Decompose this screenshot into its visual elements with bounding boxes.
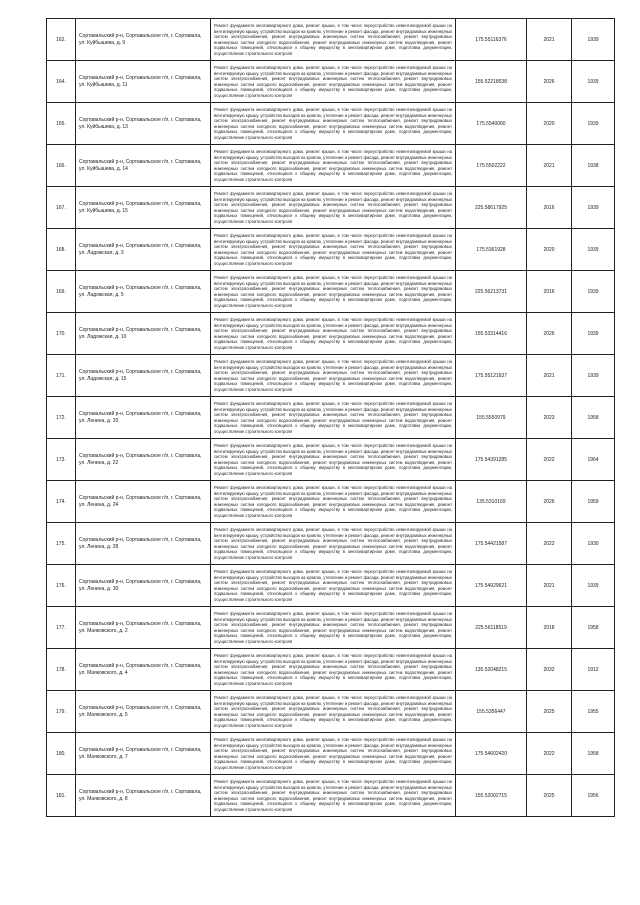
work-description-cell: Ремонт фундамента многоквартирного дома, ремонт крыши, в том числе переустройство невентилируемой крыши на вентилируемую крышу, устройство выходов на кровлю, утепление и ремонт фасада, ремонт внутридомовых инженерных систем электроснабжения, ремонт внутридомовых инженерных систем теплоснабжения, ремонт внутридомовых инженерных систем холодного водоснабжения, ремонт внутридомовых инженерных систем водоотведения, ремонт подвальных помещений, относящихся к общему имуществу в многоквартирном доме, подготовка документации, осуществление строительного контроля: [211, 481, 456, 523]
table-row: [47, 565, 615, 607]
build-year-cell: 1939: [572, 271, 615, 313]
build-year-cell: 1958: [572, 607, 615, 649]
work-description-cell: Ремонт фундамента многоквартирного дома, ремонт крыши, в том числе переустройство невентилируемой крыши на вентилируемую крышу, устройство выходов на кровлю, утепление и ремонт фасада, ремонт внутридомовых инженерных систем электроснабжения, ремонт внутридомовых инженерных систем теплоснабжения, ремонт внутридомовых инженерных систем холодного водоснабжения, ремонт внутридомовых инженерных систем водоотведения, ремонт подвальных помещений, относящихся к общему имуществу в многоквартирном доме, подготовка документации, осуществление строительного контроля: [211, 103, 456, 145]
table-row: [47, 19, 615, 61]
repair-year-cell: 2032: [527, 649, 572, 691]
row-number-cell: 172.: [47, 397, 76, 439]
row-number-cell: 181.: [47, 775, 76, 817]
cost-cell: 175.5502222: [456, 145, 527, 187]
table-row: [47, 691, 615, 733]
work-description-cell: Ремонт фундамента многоквартирного дома, ремонт крыши, в том числе переустройство невентилируемой крыши на вентилируемую крышу, устройство выходов на кровлю, утепление и ремонт фасада, ремонт внутридомовых инженерных систем электроснабжения, ремонт внутридомовых инженерных систем теплоснабжения, ремонт внутридомовых инженерных систем холодного водоснабжения, ремонт внутридомовых инженерных систем водоотведения, ремонт подвальных помещений, относящихся к общему имуществу в многоквартирном доме, подготовка документации, осуществление строительного контроля: [211, 733, 456, 775]
repair-year-cell: 2026: [527, 481, 572, 523]
table-row: [47, 313, 615, 355]
cost-cell: 175.54421587: [456, 523, 527, 565]
row-number-cell: 164.: [47, 61, 76, 103]
address-cell: Сортавальский р-н, Сортавальское г/п, г. Сортавала, ул. Маяковского, д. 7: [76, 733, 211, 775]
build-year-cell: 1912: [572, 649, 615, 691]
table-row: [47, 649, 615, 691]
address-cell: Сортавальский р-н, Сортавальское г/п, г. Сортавала, ул. Маяковского, д. 2: [76, 607, 211, 649]
address-cell: Сортавальский р-н, Сортавальское г/п, г. Сортавала, ул. Ленина, д. 22: [76, 439, 211, 481]
work-description-cell: Ремонт фундамента многоквартирного дома, ремонт крыши, в том числе переустройство невентилируемой крыши на вентилируемую крышу, устройство выходов на кровлю, утепление и ремонт фасада, ремонт внутридомовых инженерных систем электроснабжения, ремонт внутридомовых инженерных систем теплоснабжения, ремонт внутридомовых инженерных систем холодного водоснабжения, ремонт внутридомовых инженерных систем водоотведения, ремонт подвальных помещений, относящихся к общему имуществу в многоквартирном доме, подготовка документации, осуществление строительного контроля: [211, 145, 456, 187]
row-number-cell: 170.: [47, 313, 76, 355]
repair-year-cell: 2025: [527, 691, 572, 733]
table-row: [47, 775, 615, 817]
cost-cell: 225.58617925: [456, 187, 527, 229]
work-description-cell: Ремонт фундамента многоквартирного дома, ремонт крыши, в том числе переустройство невентилируемой крыши на вентилируемую крышу, устройство выходов на кровлю, утепление и ремонт фасада, ремонт внутридомовых инженерных систем электроснабжения, ремонт внутридомовых инженерных систем теплоснабжения, ремонт внутридомовых инженерных систем холодного водоснабжения, ремонт внутридомовых инженерных систем водоотведения, ремонт подвальных помещений, относящихся к общему имуществу в многоквартирном доме, подготовка документации, осуществление строительного контроля: [211, 61, 456, 103]
cost-cell: 155.5550979: [456, 397, 527, 439]
repair-year-cell: 2022: [527, 523, 572, 565]
cost-cell: 175.55121637: [456, 355, 527, 397]
repair-year-cell: 2021: [527, 145, 572, 187]
row-number-cell: 171.: [47, 355, 76, 397]
repair-year-cell: 2016: [527, 187, 572, 229]
cost-cell: 175.5540060: [456, 103, 527, 145]
build-year-cell: 1959: [572, 481, 615, 523]
build-year-cell: 1958: [572, 733, 615, 775]
cost-cell: 225.56118519: [456, 607, 527, 649]
row-number-cell: 173.: [47, 439, 76, 481]
build-year-cell: 1939: [572, 565, 615, 607]
address-cell: Сортавальский р-н, Сортавальское г/п, г. Сортавала, ул. Ладожская, д. 10: [76, 313, 211, 355]
address-cell: Сортавальский р-н, Сортавальское г/п, г. Сортавала, ул. Куйбышева, д. 9: [76, 19, 211, 61]
work-description-cell: Ремонт фундамента многоквартирного дома, ремонт крыши, в том числе переустройство невентилируемой крыши на вентилируемую крышу, устройство выходов на кровлю, утепление и ремонт фасада, ремонт внутридомовых инженерных систем электроснабжения, ремонт внутридомовых инженерных систем теплоснабжения, ремонт внутридомовых инженерных систем холодного водоснабжения, ремонт внутридомовых инженерных систем водоотведения, ремонт подвальных помещений, относящихся к общему имуществу в многоквартирном доме, подготовка документации, осуществление строительного контроля: [211, 397, 456, 439]
cost-cell: 135.5310169: [456, 481, 527, 523]
build-year-cell: 1956: [572, 775, 615, 817]
address-cell: Сортавальский р-н, Сортавальское г/п, г. Сортавала, ул. Ленина, д. 20: [76, 397, 211, 439]
table-row: [47, 229, 615, 271]
row-number-cell: 179.: [47, 691, 76, 733]
address-cell: Сортавальский р-н, Сортавальское г/п, г. Сортавала, ул. Ладожская, д. 5: [76, 271, 211, 313]
cost-cell: 155.52218538: [456, 61, 527, 103]
build-year-cell: 1939: [572, 61, 615, 103]
address-cell: Сортавальский р-н, Сортавальское г/п, г. Сортавала, ул. Ладожская, д. 15: [76, 355, 211, 397]
address-cell: Сортавальский р-н, Сортавальское г/п, г. Сортавала, ул. Ладожская, д. 3: [76, 229, 211, 271]
address-cell: Сортавальский р-н, Сортавальское г/п, г. Сортавала, ул. Маяковского, д. 4: [76, 649, 211, 691]
table-row: [47, 145, 615, 187]
row-number-cell: 166.: [47, 145, 76, 187]
row-number-cell: 177.: [47, 607, 76, 649]
work-description-cell: Ремонт фундамента многоквартирного дома, ремонт крыши, в том числе переустройство невентилируемой крыши на вентилируемую крышу, устройство выходов на кровлю, утепление и ремонт фасада, ремонт внутридомовых инженерных систем электроснабжения, ремонт внутридомовых инженерных систем теплоснабжения, ремонт внутридомовых инженерных систем холодного водоснабжения, ремонт внутридомовых инженерных систем водоотведения, ремонт подвальных помещений, относящихся к общему имуществу в многоквартирном доме, подготовка документации, осуществление строительного контроля: [211, 439, 456, 481]
cost-cell: 155.53314416: [456, 313, 527, 355]
work-description-cell: Ремонт фундамента многоквартирного дома, ремонт крыши, в том числе переустройство невентилируемой крыши на вентилируемую крышу, устройство выходов на кровлю, утепление и ремонт фасада, ремонт внутридомовых инженерных систем электроснабжения, ремонт внутридомовых инженерных систем теплоснабжения, ремонт внутридомовых инженерных систем холодного водоснабжения, ремонт внутридомовых инженерных систем водоотведения, ремонт подвальных помещений, относящихся к общему имуществу в многоквартирном доме, подготовка документации, осуществление строительного контроля: [211, 229, 456, 271]
work-description-cell: Ремонт фундамента многоквартирного дома, ремонт крыши, в том числе переустройство невентилируемой крыши на вентилируемую крышу, устройство выходов на кровлю, утепление и ремонт фасада, ремонт внутридомовых инженерных систем электроснабжения, ремонт внутридомовых инженерных систем теплоснабжения, ремонт внутридомовых инженерных систем холодного водоснабжения, ремонт внутридомовых инженерных систем водоотведения, ремонт подвальных помещений, относящихся к общему имуществу в многоквартирном доме, подготовка документации, осуществление строительного контроля: [211, 691, 456, 733]
address-cell: Сортавальский р-н, Сортавальское г/п, г. Сортавала, ул. Куйбышева, д. 14: [76, 145, 211, 187]
address-cell: Сортавальский р-н, Сортавальское г/п, г. Сортавала, ул. Ленина, д. 24: [76, 481, 211, 523]
work-description-cell: Ремонт фундамента многоквартирного дома, ремонт крыши, в том числе переустройство невентилируемой крыши на вентилируемую крышу, устройство выходов на кровлю, утепление и ремонт фасада, ремонт внутридомовых инженерных систем электроснабжения, ремонт внутридомовых инженерных систем теплоснабжения, ремонт внутридомовых инженерных систем холодного водоснабжения, ремонт внутридомовых инженерных систем водоотведения, ремонт подвальных помещений, относящихся к общему имуществу в многоквартирном доме, подготовка документации, осуществление строительного контроля: [211, 775, 456, 817]
address-cell: Сортавальский р-н, Сортавальское г/п, г. Сортавала, ул. Куйбышева, д. 11: [76, 61, 211, 103]
build-year-cell: 1939: [572, 187, 615, 229]
table-row: [47, 607, 615, 649]
work-description-cell: Ремонт фундамента многоквартирного дома, ремонт крыши, в том числе переустройство невентилируемой крыши на вентилируемую крышу, устройство выходов на кровлю, утепление и ремонт фасада, ремонт внутридомовых инженерных систем электроснабжения, ремонт внутридомовых инженерных систем теплоснабжения, ремонт внутридомовых инженерных систем холодного водоснабжения, ремонт внутридомовых инженерных систем водоотведения, ремонт подвальных помещений, относящихся к общему имуществу в многоквартирном доме, подготовка документации, осуществление строительного контроля: [211, 565, 456, 607]
repair-year-cell: 2021: [527, 355, 572, 397]
build-year-cell: 1938: [572, 145, 615, 187]
cost-cell: 175.5361928: [456, 229, 527, 271]
address-cell: Сортавальский р-н, Сортавальское г/п, г. Сортавала, ул. Ленина, д. 28: [76, 523, 211, 565]
repair-year-cell: 2016: [527, 271, 572, 313]
work-description-cell: Ремонт фундамента многоквартирного дома, ремонт крыши, в том числе переустройство невентилируемой крыши на вентилируемую крышу, устройство выходов на кровлю, утепление и ремонт фасада, ремонт внутридомовых инженерных систем электроснабжения, ремонт внутридомовых инженерных систем теплоснабжения, ремонт внутридомовых инженерных систем холодного водоснабжения, ремонт внутридомовых инженерных систем водоотведения, ремонт подвальных помещений, относящихся к общему имуществу в многоквартирном доме, подготовка документации, осуществление строительного контроля: [211, 649, 456, 691]
repair-year-cell: 2026: [527, 61, 572, 103]
cost-cell: 175.54602420: [456, 733, 527, 775]
repair-year-cell: 2022: [527, 439, 572, 481]
build-year-cell: 1955: [572, 691, 615, 733]
build-year-cell: 1939: [572, 313, 615, 355]
cost-cell: 175.54391285: [456, 439, 527, 481]
address-cell: Сортавальский р-н, Сортавальское г/п, г. Сортавала, ул. Маяковского, д. 8: [76, 775, 211, 817]
table-row: [47, 397, 615, 439]
repair-year-cell: 2023: [527, 397, 572, 439]
repair-year-cell: 2021: [527, 19, 572, 61]
address-cell: Сортавальский р-н, Сортавальское г/п, г. Сортавала, ул. Ленина, д. 30: [76, 565, 211, 607]
row-number-cell: 174.: [47, 481, 76, 523]
repair-year-cell: 2025: [527, 775, 572, 817]
table-row: [47, 271, 615, 313]
build-year-cell: 1964: [572, 439, 615, 481]
table-row: [47, 103, 615, 145]
address-cell: Сортавальский р-н, Сортавальское г/п, г. Сортавала, ул. Маяковского, д. 5: [76, 691, 211, 733]
work-description-cell: Ремонт фундамента многоквартирного дома, ремонт крыши, в том числе переустройство невентилируемой крыши на вентилируемую крышу, устройство выходов на кровлю, утепление и ремонт фасада, ремонт внутридомовых инженерных систем электроснабжения, ремонт внутридомовых инженерных систем теплоснабжения, ремонт внутридомовых инженерных систем холодного водоснабжения, ремонт внутридомовых инженерных систем водоотведения, ремонт подвальных помещений, относящихся к общему имуществу в многоквартирном доме, подготовка документации, осуществление строительного контроля: [211, 313, 456, 355]
row-number-cell: 165.: [47, 103, 76, 145]
work-description-cell: Ремонт фундамента многоквартирного дома, ремонт крыши, в том числе переустройство невентилируемой крыши на вентилируемую крышу, устройство выходов на кровлю, утепление и ремонт фасада, ремонт внутридомовых инженерных систем электроснабжения, ремонт внутридомовых инженерных систем теплоснабжения, ремонт внутридомовых инженерных систем холодного водоснабжения, ремонт внутридомовых инженерных систем водоотведения, ремонт подвальных помещений, относящихся к общему имуществу в многоквартирном доме, подготовка документации, осуществление строительного контроля: [211, 187, 456, 229]
repair-year-cell: 2020: [527, 229, 572, 271]
address-cell: Сортавальский р-н, Сортавальское г/п, г. Сортавала, ул. Куйбышева, д. 13: [76, 103, 211, 145]
row-number-cell: 175.: [47, 523, 76, 565]
cost-cell: 155.5356447: [456, 691, 527, 733]
work-description-cell: Ремонт фундамента многоквартирного дома, ремонт крыши, в том числе переустройство невентилируемой крыши на вентилируемую крышу, устройство выходов на кровлю, утепление и ремонт фасада, ремонт внутридомовых инженерных систем электроснабжения, ремонт внутридомовых инженерных систем теплоснабжения, ремонт внутридомовых инженерных систем холодного водоснабжения, ремонт внутридомовых инженерных систем водоотведения, ремонт подвальных помещений, относящихся к общему имуществу в многоквартирном доме, подготовка документации, осуществление строительного контроля: [211, 271, 456, 313]
cost-cell: 175.55116376: [456, 19, 527, 61]
row-number-cell: 162.: [47, 19, 76, 61]
table-row: [47, 61, 615, 103]
table-row: [47, 481, 615, 523]
row-number-cell: 167.: [47, 187, 76, 229]
table-row: [47, 355, 615, 397]
table-row: [47, 439, 615, 481]
table-row: [47, 523, 615, 565]
cost-cell: 225.56213731: [456, 271, 527, 313]
row-number-cell: 169.: [47, 271, 76, 313]
build-year-cell: 1958: [572, 397, 615, 439]
build-year-cell: 1939: [572, 19, 615, 61]
repair-year-cell: 2021: [527, 565, 572, 607]
repair-year-cell: 2022: [527, 733, 572, 775]
cost-cell: 175.54929621: [456, 565, 527, 607]
repair-year-cell: 2020: [527, 103, 572, 145]
build-year-cell: 1939: [572, 103, 615, 145]
work-description-cell: Ремонт фундамента многоквартирного дома, ремонт крыши, в том числе переустройство невентилируемой крыши на вентилируемую крышу, устройство выходов на кровлю, утепление и ремонт фасада, ремонт внутридомовых инженерных систем электроснабжения, ремонт внутридомовых инженерных систем теплоснабжения, ремонт внутридомовых инженерных систем холодного водоснабжения, ремонт внутридомовых инженерных систем водоотведения, ремонт подвальных помещений, относящихся к общему имуществу в многоквартирном доме, подготовка документации, осуществление строительного контроля: [211, 607, 456, 649]
cost-cell: 155.52002715: [456, 775, 527, 817]
table-body: [47, 19, 615, 817]
table-row: [47, 733, 615, 775]
row-number-cell: 180.: [47, 733, 76, 775]
repair-year-cell: 2026: [527, 313, 572, 355]
repair-year-cell: 2018: [527, 607, 572, 649]
build-year-cell: 1939: [572, 229, 615, 271]
capital-repair-table: [46, 18, 615, 817]
build-year-cell: 1930: [572, 523, 615, 565]
table-row: [47, 187, 615, 229]
work-description-cell: Ремонт фундамента многоквартирного дома, ремонт крыши, в том числе переустройство невентилируемой крыши на вентилируемую крышу, устройство выходов на кровлю, утепление и ремонт фасада, ремонт внутридомовых инженерных систем электроснабжения, ремонт внутридомовых инженерных систем теплоснабжения, ремонт внутридомовых инженерных систем холодного водоснабжения, ремонт внутридомовых инженерных систем водоотведения, ремонт подвальных помещений, относящихся к общему имуществу в многоквартирном доме, подготовка документации, осуществление строительного контроля: [211, 19, 456, 61]
cost-cell: 135.52048215: [456, 649, 527, 691]
address-cell: Сортавальский р-н, Сортавальское г/п, г. Сортавала, ул. Куйбышева, д. 15: [76, 187, 211, 229]
build-year-cell: 1939: [572, 355, 615, 397]
work-description-cell: Ремонт фундамента многоквартирного дома, ремонт крыши, в том числе переустройство невентилируемой крыши на вентилируемую крышу, устройство выходов на кровлю, утепление и ремонт фасада, ремонт внутридомовых инженерных систем электроснабжения, ремонт внутридомовых инженерных систем теплоснабжения, ремонт внутридомовых инженерных систем холодного водоснабжения, ремонт внутридомовых инженерных систем водоотведения, ремонт подвальных помещений, относящихся к общему имуществу в многоквартирном доме, подготовка документации, осуществление строительного контроля: [211, 523, 456, 565]
row-number-cell: 178.: [47, 649, 76, 691]
row-number-cell: 176.: [47, 565, 76, 607]
row-number-cell: 168.: [47, 229, 76, 271]
work-description-cell: Ремонт фундамента многоквартирного дома, ремонт крыши, в том числе переустройство невентилируемой крыши на вентилируемую крышу, устройство выходов на кровлю, утепление и ремонт фасада, ремонт внутридомовых инженерных систем электроснабжения, ремонт внутридомовых инженерных систем теплоснабжения, ремонт внутридомовых инженерных систем холодного водоснабжения, ремонт внутридомовых инженерных систем водоотведения, ремонт подвальных помещений, относящихся к общему имуществу в многоквартирном доме, подготовка документации, осуществление строительного контроля: [211, 355, 456, 397]
